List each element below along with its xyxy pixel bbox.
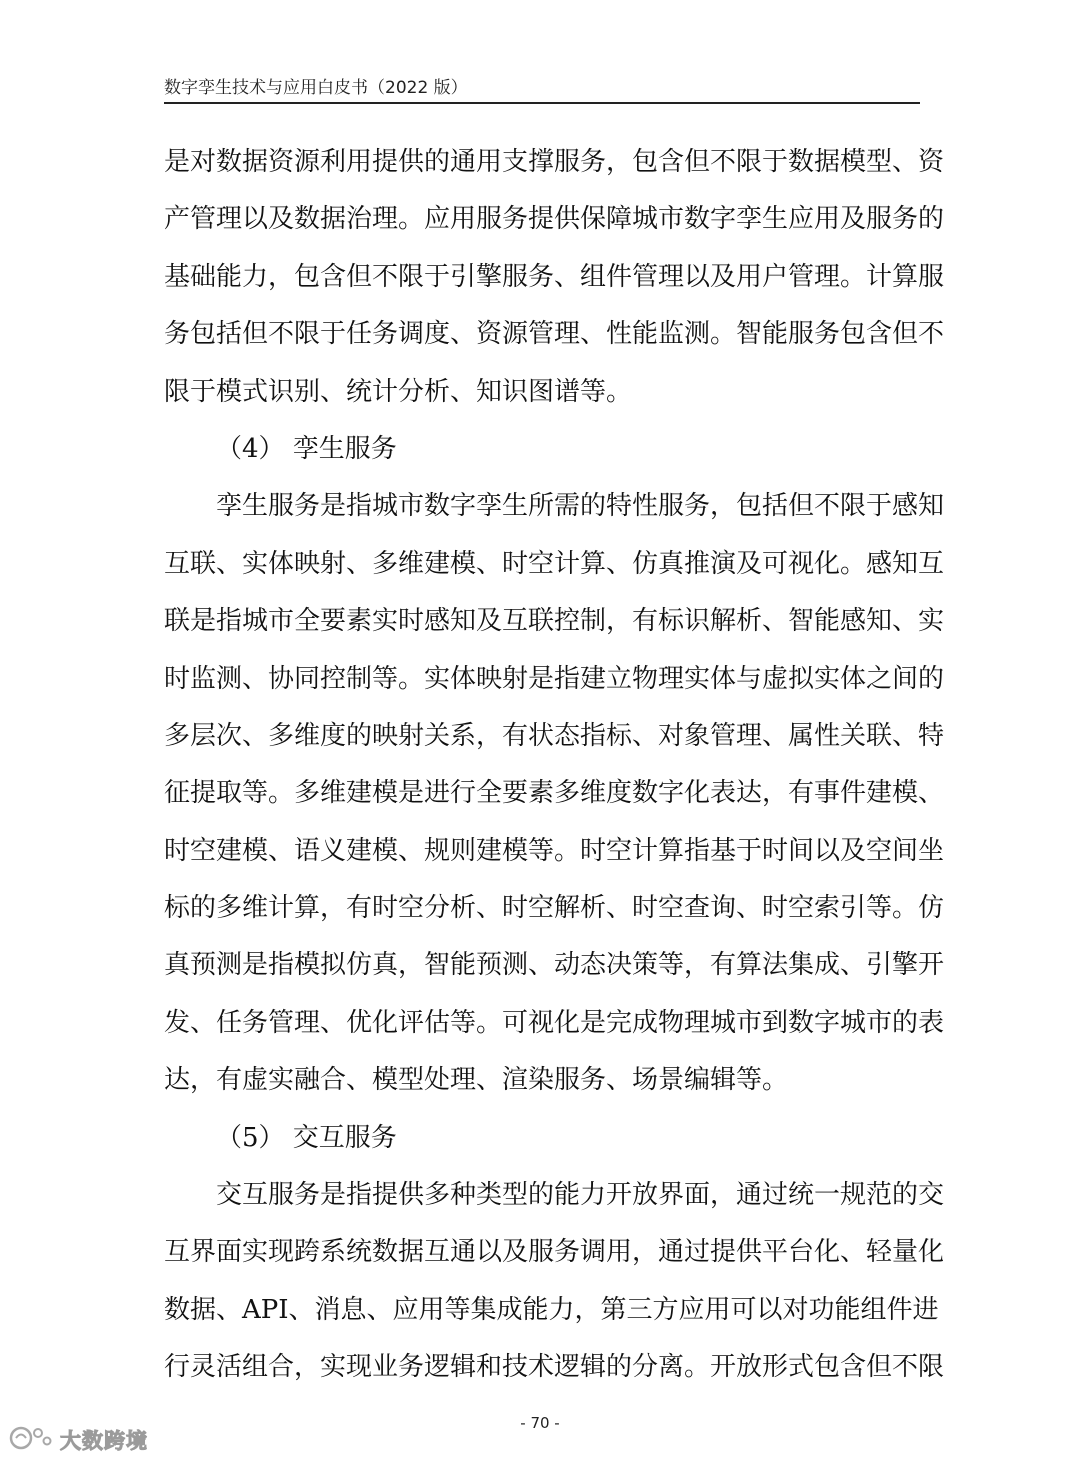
paragraph-line: 限于模式识别、统计分析、知识图谱等。 bbox=[164, 376, 633, 407]
paragraph-line: 互界面实现跨系统数据互通以及服务调用，通过提供平台化、轻量化 bbox=[164, 1237, 945, 1268]
paragraph-line: 发、任务管理、优化评估等。可视化是完成物理城市到数字城市的表 bbox=[164, 1007, 945, 1038]
document-body bbox=[164, 134, 945, 1397]
watermark-text: 大数跨境 bbox=[60, 1429, 148, 1453]
paragraph-line: 交互服务是指提供多种类型的能力开放界面，通过统一规范的交 bbox=[216, 1180, 945, 1211]
paragraph-line: 是对数据资源利用提供的通用支撑服务，包含但不限于数据模型、资 bbox=[164, 147, 945, 177]
paragraph-line: 基础能力，包含但不限于引擎服务、组件管理以及用户管理。计算服 bbox=[164, 261, 945, 292]
paragraph-line: 产管理以及数据治理。应用服务提供保障城市数字孪生应用及服务的 bbox=[164, 204, 945, 235]
page-number: - 70 - bbox=[520, 1414, 560, 1432]
paragraph-line: 孪生服务是指城市数字孪生所需的特性服务，包括但不限于感知 bbox=[216, 491, 945, 522]
paragraph-line: 时监测、协同控制等。实体映射是指建立物理实体与虚拟实体之间的 bbox=[164, 663, 945, 694]
paragraph-line: 真预测是指模拟仿真，智能预测、动态决策等，有算法集成、引擎开 bbox=[164, 950, 945, 981]
paragraph-line: 多层次、多维度的映射关系，有状态指标、对象管理、属性关联、特 bbox=[164, 720, 945, 751]
paragraph-line: 联是指城市全要素实时感知及互联控制，有标识解析、智能感知、实 bbox=[164, 606, 945, 637]
header-rule bbox=[164, 102, 920, 104]
paragraph-line: 行灵活组合，实现业务逻辑和技术逻辑的分离。开放形式包含但不限 bbox=[164, 1352, 945, 1383]
paragraph-line: 时空建模、语义建模、规则建模等。时空计算指基于时间以及空间坐 bbox=[164, 835, 945, 866]
paragraph-line: 达，有虚实融合、模型处理、渲染服务、场景编辑等。 bbox=[164, 1065, 789, 1096]
section-heading: （5） 交互服务 bbox=[216, 1122, 397, 1153]
paragraph-line: 征提取等。多维建模是进行全要素多维度数字化表达，有事件建模、 bbox=[164, 778, 945, 809]
paragraph-line: 务包括但不限于任务调度、资源管理、性能监测。智能服务包含但不 bbox=[164, 319, 945, 350]
watermark bbox=[8, 1422, 148, 1458]
section-heading: （4） 孪生服务 bbox=[216, 433, 397, 464]
running-header: 数字孪生技术与应用白皮书（2022 版） bbox=[164, 78, 468, 98]
logo-icon bbox=[8, 1423, 54, 1457]
paragraph-line: 互联、实体映射、多维建模、时空计算、仿真推演及可视化。感知互 bbox=[164, 548, 945, 579]
paragraph-line: 标的多维计算，有时空分析、时空解析、时空查询、时空索引等。仿 bbox=[164, 893, 945, 924]
paragraph-line: 数据、API、消息、应用等集成能力，第三方应用可以对功能组件进 bbox=[164, 1294, 939, 1325]
